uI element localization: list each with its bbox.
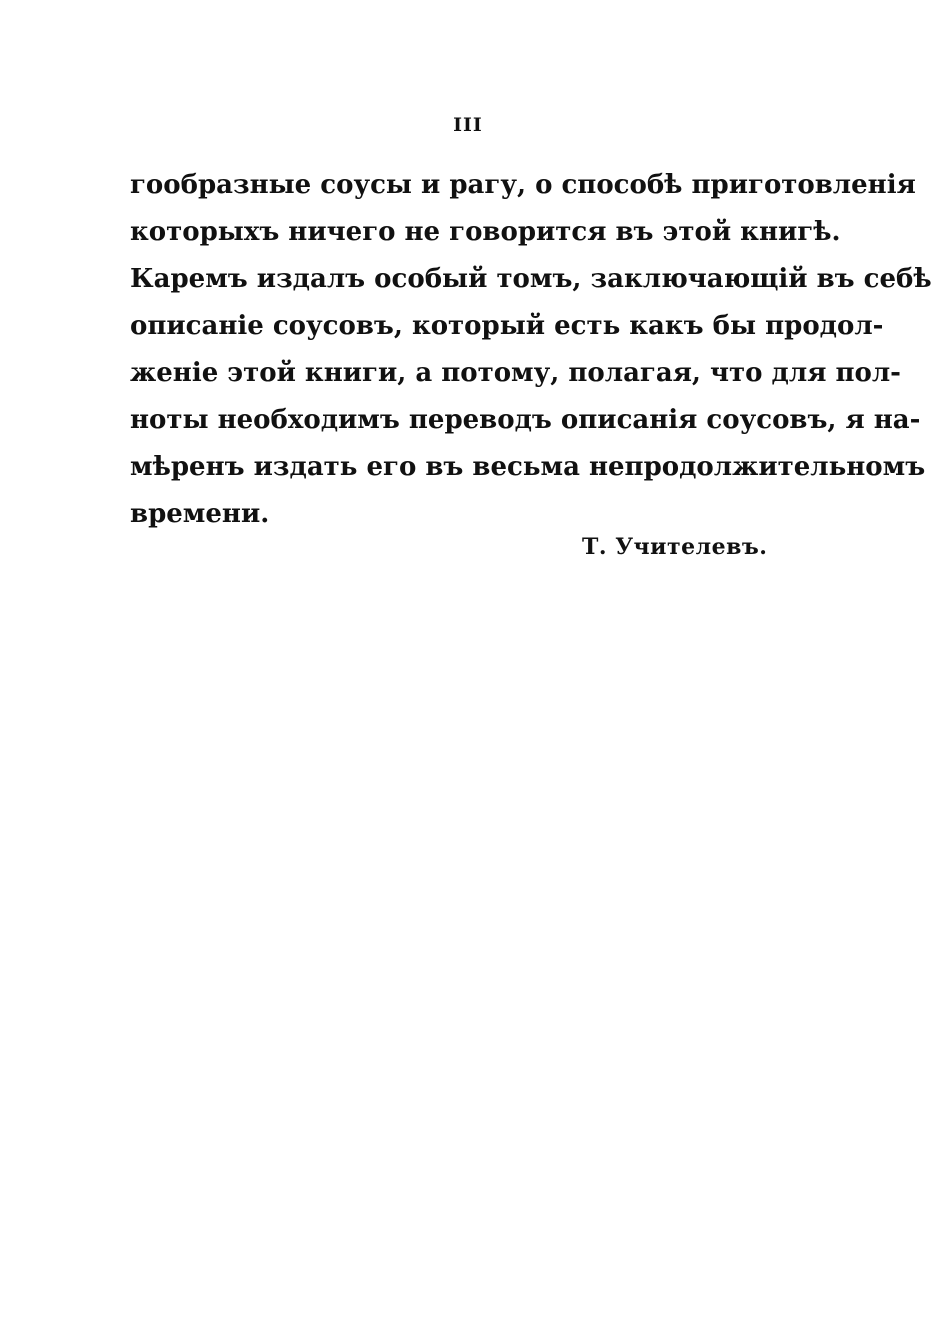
text-line: женіе этой книги, а потому, полагая, что для пол- bbox=[130, 358, 901, 388]
text-line: описаніе соусовъ, который есть какъ бы продол- bbox=[130, 311, 884, 341]
text-line: ноты необходимъ переводъ описанія соусовъ, я на- bbox=[130, 405, 921, 435]
text-line: Каремъ издалъ особый томъ, заключающій въ себѣ bbox=[130, 264, 932, 294]
text-line: мѣренъ издать его въ весьма непродолжительномъ bbox=[130, 452, 926, 482]
text-line: времени. bbox=[130, 499, 270, 529]
body-paragraph bbox=[130, 162, 932, 538]
page-number: III bbox=[453, 114, 483, 136]
text-line: которыхъ ничего не говорится въ этой книгѣ. bbox=[130, 217, 841, 247]
text-line: гообразные соусы и рагу, о способѣ приготовленія bbox=[130, 170, 916, 200]
author-signature: Т. Учителевъ. bbox=[582, 534, 768, 560]
